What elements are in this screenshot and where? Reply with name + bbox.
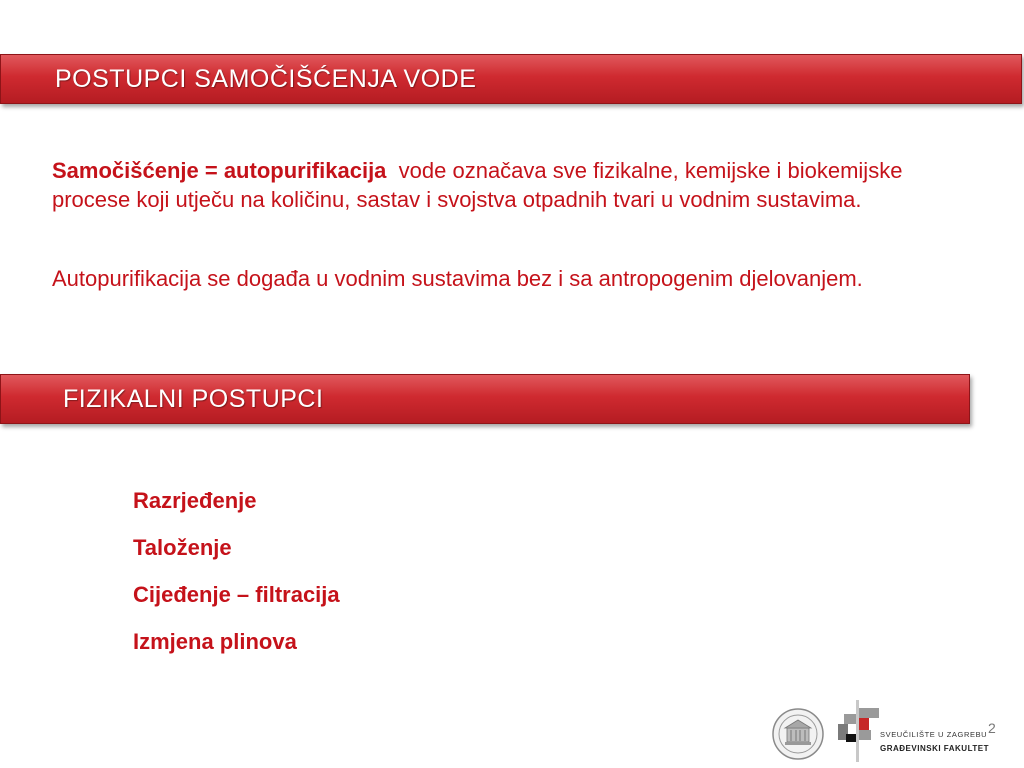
footer-logos bbox=[770, 700, 989, 768]
university-seal-icon bbox=[772, 708, 824, 760]
definition-term: Samočišćenje = autopurifikacija bbox=[52, 158, 387, 183]
definition-paragraph bbox=[52, 156, 952, 214]
list-item: Razrjeđenje bbox=[133, 488, 257, 513]
list-item: Cijeđenje – filtracija bbox=[133, 582, 340, 607]
faculty-logo-icon bbox=[830, 700, 882, 762]
page-number: 2 bbox=[988, 720, 996, 736]
section-title: FIZIKALNI POSTUPCI bbox=[63, 384, 324, 413]
section-banner-physical bbox=[0, 374, 970, 424]
second-paragraph: Autopurifikacija se događa u vodnim sustavima bez i sa antropogenim djelovanjem. bbox=[52, 266, 863, 291]
section-banner-main bbox=[0, 54, 1022, 104]
list-item: Izmjena plinova bbox=[133, 629, 297, 654]
list-item: Taloženje bbox=[133, 535, 232, 560]
definition-text: vode označava sve fizikalne, kemijske i biokemijske procese koji utječu na količinu, sastav i svojstva otpadnih tvari u vodnim sustavima. bbox=[52, 158, 903, 212]
process-list bbox=[133, 484, 340, 672]
slide-title: POSTUPCI SAMOČIŠĆENJA VODE bbox=[55, 64, 477, 93]
university-name: SVEUČILIŠTE U ZAGREBU bbox=[880, 730, 988, 739]
faculty-name: GRAĐEVINSKI FAKULTET bbox=[880, 744, 989, 753]
